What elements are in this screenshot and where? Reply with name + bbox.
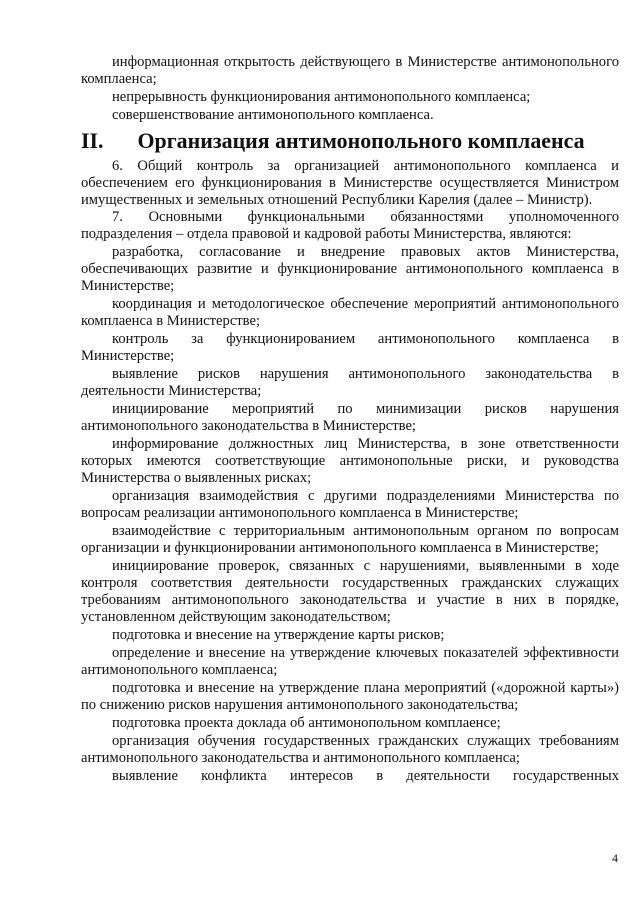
paragraph-duty-roadmap: подготовка и внесение на утверждение плана мероприятий («дорожной карты») по снижению рисков нарушения антимонопольного законодательства; [81,680,619,713]
paragraph-duty-kpi: определение и внесение на утверждение ключевых показателей эффективности антимонопольного комплаенса; [81,645,619,678]
paragraph-duty-legal-acts: разработка, согласование и внедрение правовых актов Министерства, обеспечивающих развитие и функционирование антимонопольного комплаенса в Министерстве; [81,244,619,294]
paragraph-duty-risk-detection: выявление рисков нарушения антимонопольного законодательства в деятельности Министерства; [81,366,619,399]
paragraph-continuity: непрерывность функционирования антимонопольного комплаенса; [112,89,531,105]
paragraph-item-6: 6. Общий контроль за организацией антимонопольного комплаенса и обеспечением его функционирования в Министерстве осуществляется Министром имущественных и земельных отношений Республики Карелия (далее – Министр). [81,158,619,208]
paragraph-item-7: 7. Основными функциональными обязанностями уполномоченного подразделения – отдела правовой и кадровой работы Министерства, являются: [81,209,619,242]
paragraph-duty-risk-map: подготовка и внесение на утверждение карты рисков; [112,627,445,643]
paragraph-duty-territorial-body: взаимодействие с территориальным антимонопольным органом по вопросам организации и функционировании антимонопольного комплаенса в Министерстве; [81,523,619,556]
paragraph-duty-risk-minimization: инициирование мероприятий по минимизации рисков нарушения антимонопольного законодательства в Министерстве; [81,401,619,434]
paragraph-duty-training: организация обучения государственных гражданских служащих требованиям антимонопольного законодательства и антимонопольного комплаенса; [81,733,619,766]
paragraph-duty-inspections: инициирование проверок, связанных с нарушениями, выявленными в ходе контроля соответствия деятельности государственных гражданских служащих требованиям антимонопольного законодательства и участие в них в порядке, установленном действующим законодательством; [81,558,619,625]
section-title: Организация антимонопольного комплаенса [137,128,585,153]
paragraph-duty-report: подготовка проекта доклада об антимонопольном комплаенсе; [112,715,501,731]
section-heading [81,128,619,153]
paragraph-improvement: совершенствование антимонопольного комплаенса. [112,107,434,123]
page-number: 4 [612,851,618,865]
paragraph-duty-coordination: координация и методологическое обеспечение мероприятий антимонопольного комплаенса в Министерстве; [81,296,619,329]
paragraph-duty-informing: информирование должностных лиц Министерства, в зоне ответственности которых имеются соответствующие антимонопольные риски, и руководства Министерства о выявленных рисках; [81,436,619,486]
paragraph-duty-internal-cooperation: организация взаимодействия с другими подразделениями Министерства по вопросам реализации антимонопольного комплаенса в Министерстве; [81,488,619,521]
paragraph-transparency: информационная открытость действующего в Министерстве антимонопольного комплаенса; [81,54,619,87]
section-number: II. [81,128,104,153]
page-body [81,54,619,785]
paragraph-duty-control: контроль за функционированием антимонопольного комплаенса в Министерстве; [81,331,619,364]
paragraph-duty-conflict-of-interest: выявление конфликта интересов в деятельности государственных [112,768,619,784]
